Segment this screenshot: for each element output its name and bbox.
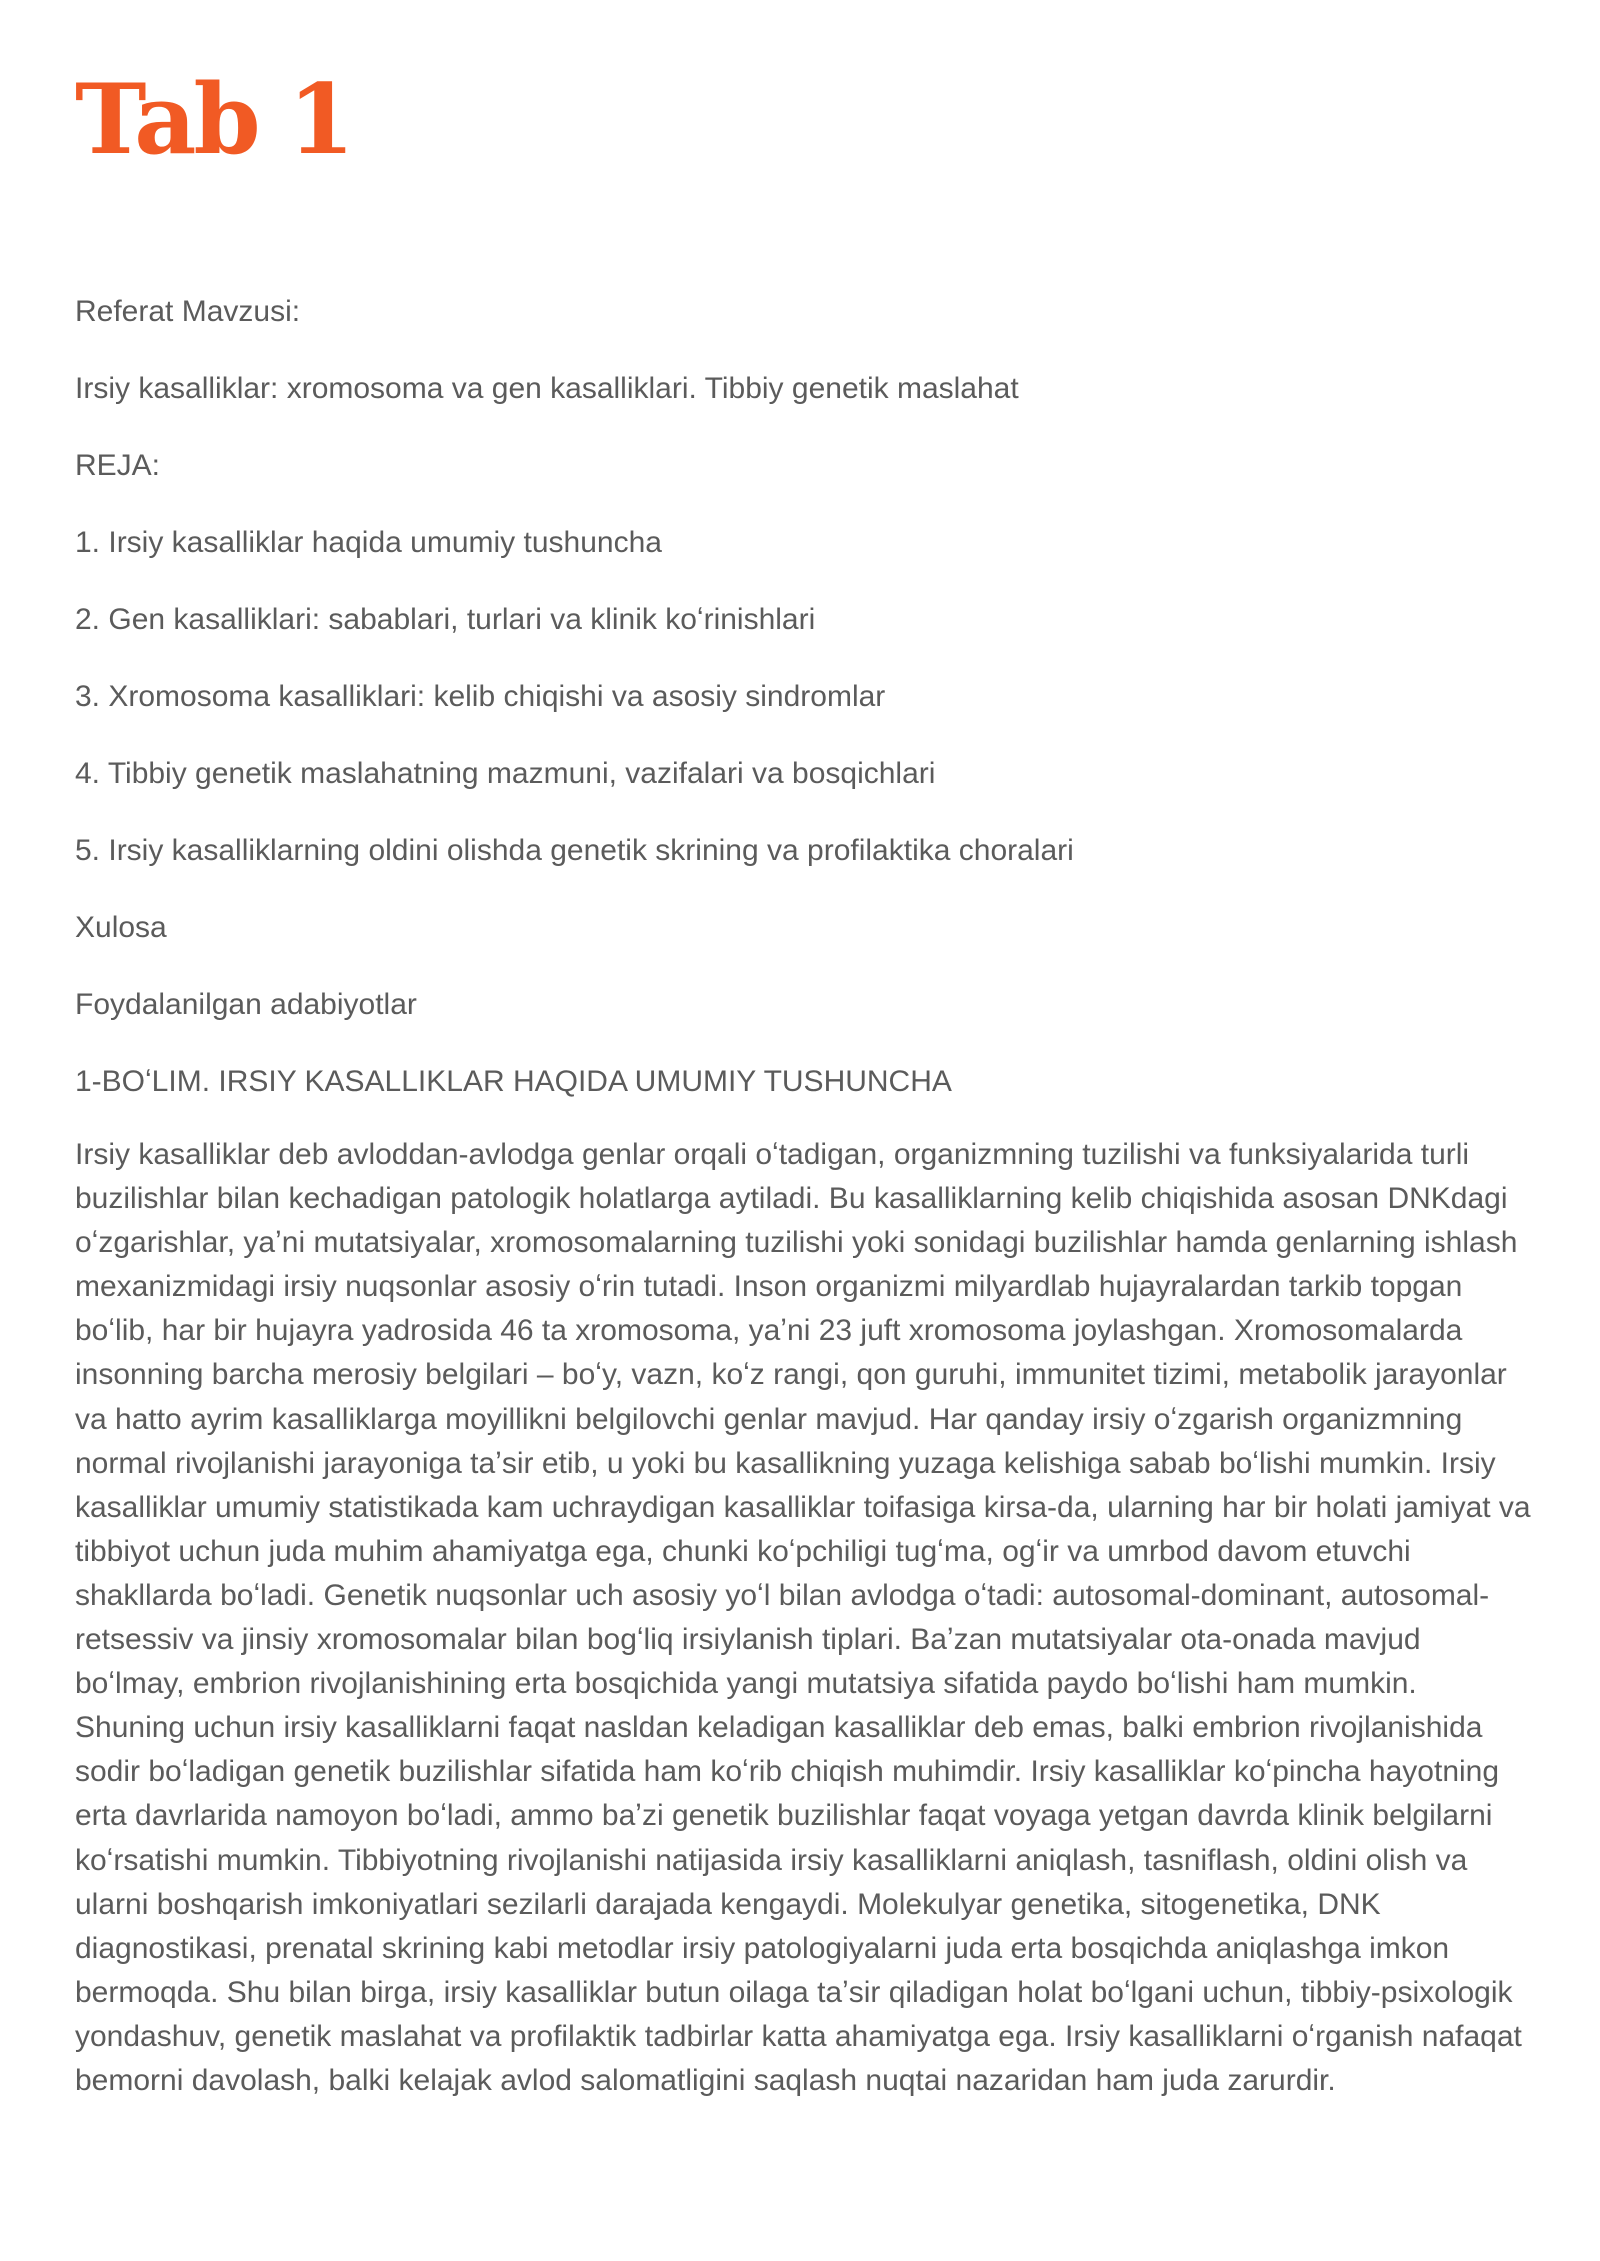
plan-item-2: 2. Gen kasalliklari: sabablari, turlari va klinik koʻrinishlari: [75, 603, 816, 636]
topic-label: Referat Mavzusi:: [75, 295, 301, 328]
plan-item-4: 4. Tibbiy genetik maslahatning mazmuni, vazifalari va bosqichlari: [75, 757, 936, 790]
page-title: Tab 1: [75, 63, 352, 176]
conclusion-item: Xulosa: [75, 911, 167, 944]
plan-item-1: 1. Irsiy kasalliklar haqida umumiy tushuncha: [75, 526, 662, 559]
references-item: Foydalanilgan adabiyotlar: [75, 988, 417, 1021]
plan-heading: REJA:: [75, 449, 161, 482]
outline-lines: [75, 290, 1535, 1137]
topic-text: Irsiy kasalliklar: xromosoma va gen kasalliklari. Tibbiy genetik maslahat: [75, 372, 1019, 405]
section-heading: 1-BOʻLIM. IRSIY KASALLIKLAR HAQIDA UMUMIY TUSHUNCHA: [75, 1065, 952, 1098]
body-paragraph: Irsiy kasalliklar deb avloddan-avlodga genlar orqali oʻtadigan, organizmning tuzilishi va funksiyalarida turli buzilishlar bilan kechadigan patologik holatlarga aytiladi. Bu kasalliklarning kelib chiqishida asosan DNKdagi oʻzgarishlar, yaʼni mutatsiyalar, xromosomalarning tuzilishi yoki sonidagi buzilishlar hamda genlarning ishlash mexanizmidagi irsiy nuqsonlar asosiy oʻrin tutadi. Inson organizmi milyardlab hujayralardan tarkib topgan boʻlib, har bir hujayra yadrosida 46 ta xromosoma, yaʼni 23 juft xromosoma joylashgan. Xromosomalarda insonning barcha merosiy belgilari – boʻy, vazn, koʻz rangi, qon guruhi, immunitet tizimi, metabolik jarayonlar va hatto ayrim kasalliklarga moyillikni belgilovchi genlar mavjud. Har qanday irsiy oʻzgarish organizmning normal rivojlanishi jarayoniga taʼsir etib, u yoki bu kasallikning yuzaga kelishiga sabab boʻlishi mumkin. Irsiy kasalliklar umumiy statistikada kam uchraydigan kasalliklar toifasiga kirsa-da, ularning har bir holati jamiyat va tibbiyot uchun juda muhim ahamiyatga ega, chunki koʻpchiligi tugʻma, ogʻir va umrbod davom etuvchi shakllarda boʻladi. Genetik nuqsonlar uch asosiy yoʻl bilan avlodga oʻtadi: autosomal-dominant, autosomal-retsessiv va jinsiy xromosomalar bilan bogʻliq irsiylanish tiplari. Baʼzan mutatsiyalar ota-onada mavjud boʻlmay, embrion rivojlanishining erta bosqichida yangi mutatsiya sifatida paydo boʻlishi ham mumkin. Shuning uchun irsiy kasalliklarni faqat nasldan keladigan kasalliklar deb emas, balki embrion rivojlanishida sodir boʻladigan genetik buzilishlar sifatida ham koʻrib chiqish muhimdir. Irsiy kasalliklar koʻpincha hayotning erta davrlarida namoyon boʻladi, ammo baʼzi genetik buzilishlar faqat voyaga yetgan davrda klinik belgilarni koʻrsatishi mumkin. Tibbiyotning rivojlanishi natijasida irsiy kasalliklarni aniqlash, tasniflash, oldini olish va ularni boshqarish imkoniyatlari sezilarli darajada kengaydi. Molekulyar genetika, sitogenetika, DNK diagnostikasi, prenatal skrining kabi metodlar irsiy patologiyalarni juda erta bosqichda aniqlashga imkon bermoqda. Shu bilan birga, irsiy kasalliklar butun oilaga taʼsir qiladigan holat boʻlgani uchun, tibbiy-psixologik yondashuv, genetik maslahat va profilaktik tadbirlar katta ahamiyatga ega. Irsiy kasalliklarni oʻrganish nafaqat bemorni davolash, balki kelajak avlod salomatligini saqlash nuqtai nazaridan ham juda zarurdir.: [75, 1138, 1531, 2097]
plan-item-3: 3. Xromosoma kasalliklari: kelib chiqishi va asosiy sindromlar: [75, 680, 886, 713]
plan-item-5: 5. Irsiy kasalliklarning oldini olishda genetik skrining va profilaktika choralari: [75, 834, 1074, 867]
